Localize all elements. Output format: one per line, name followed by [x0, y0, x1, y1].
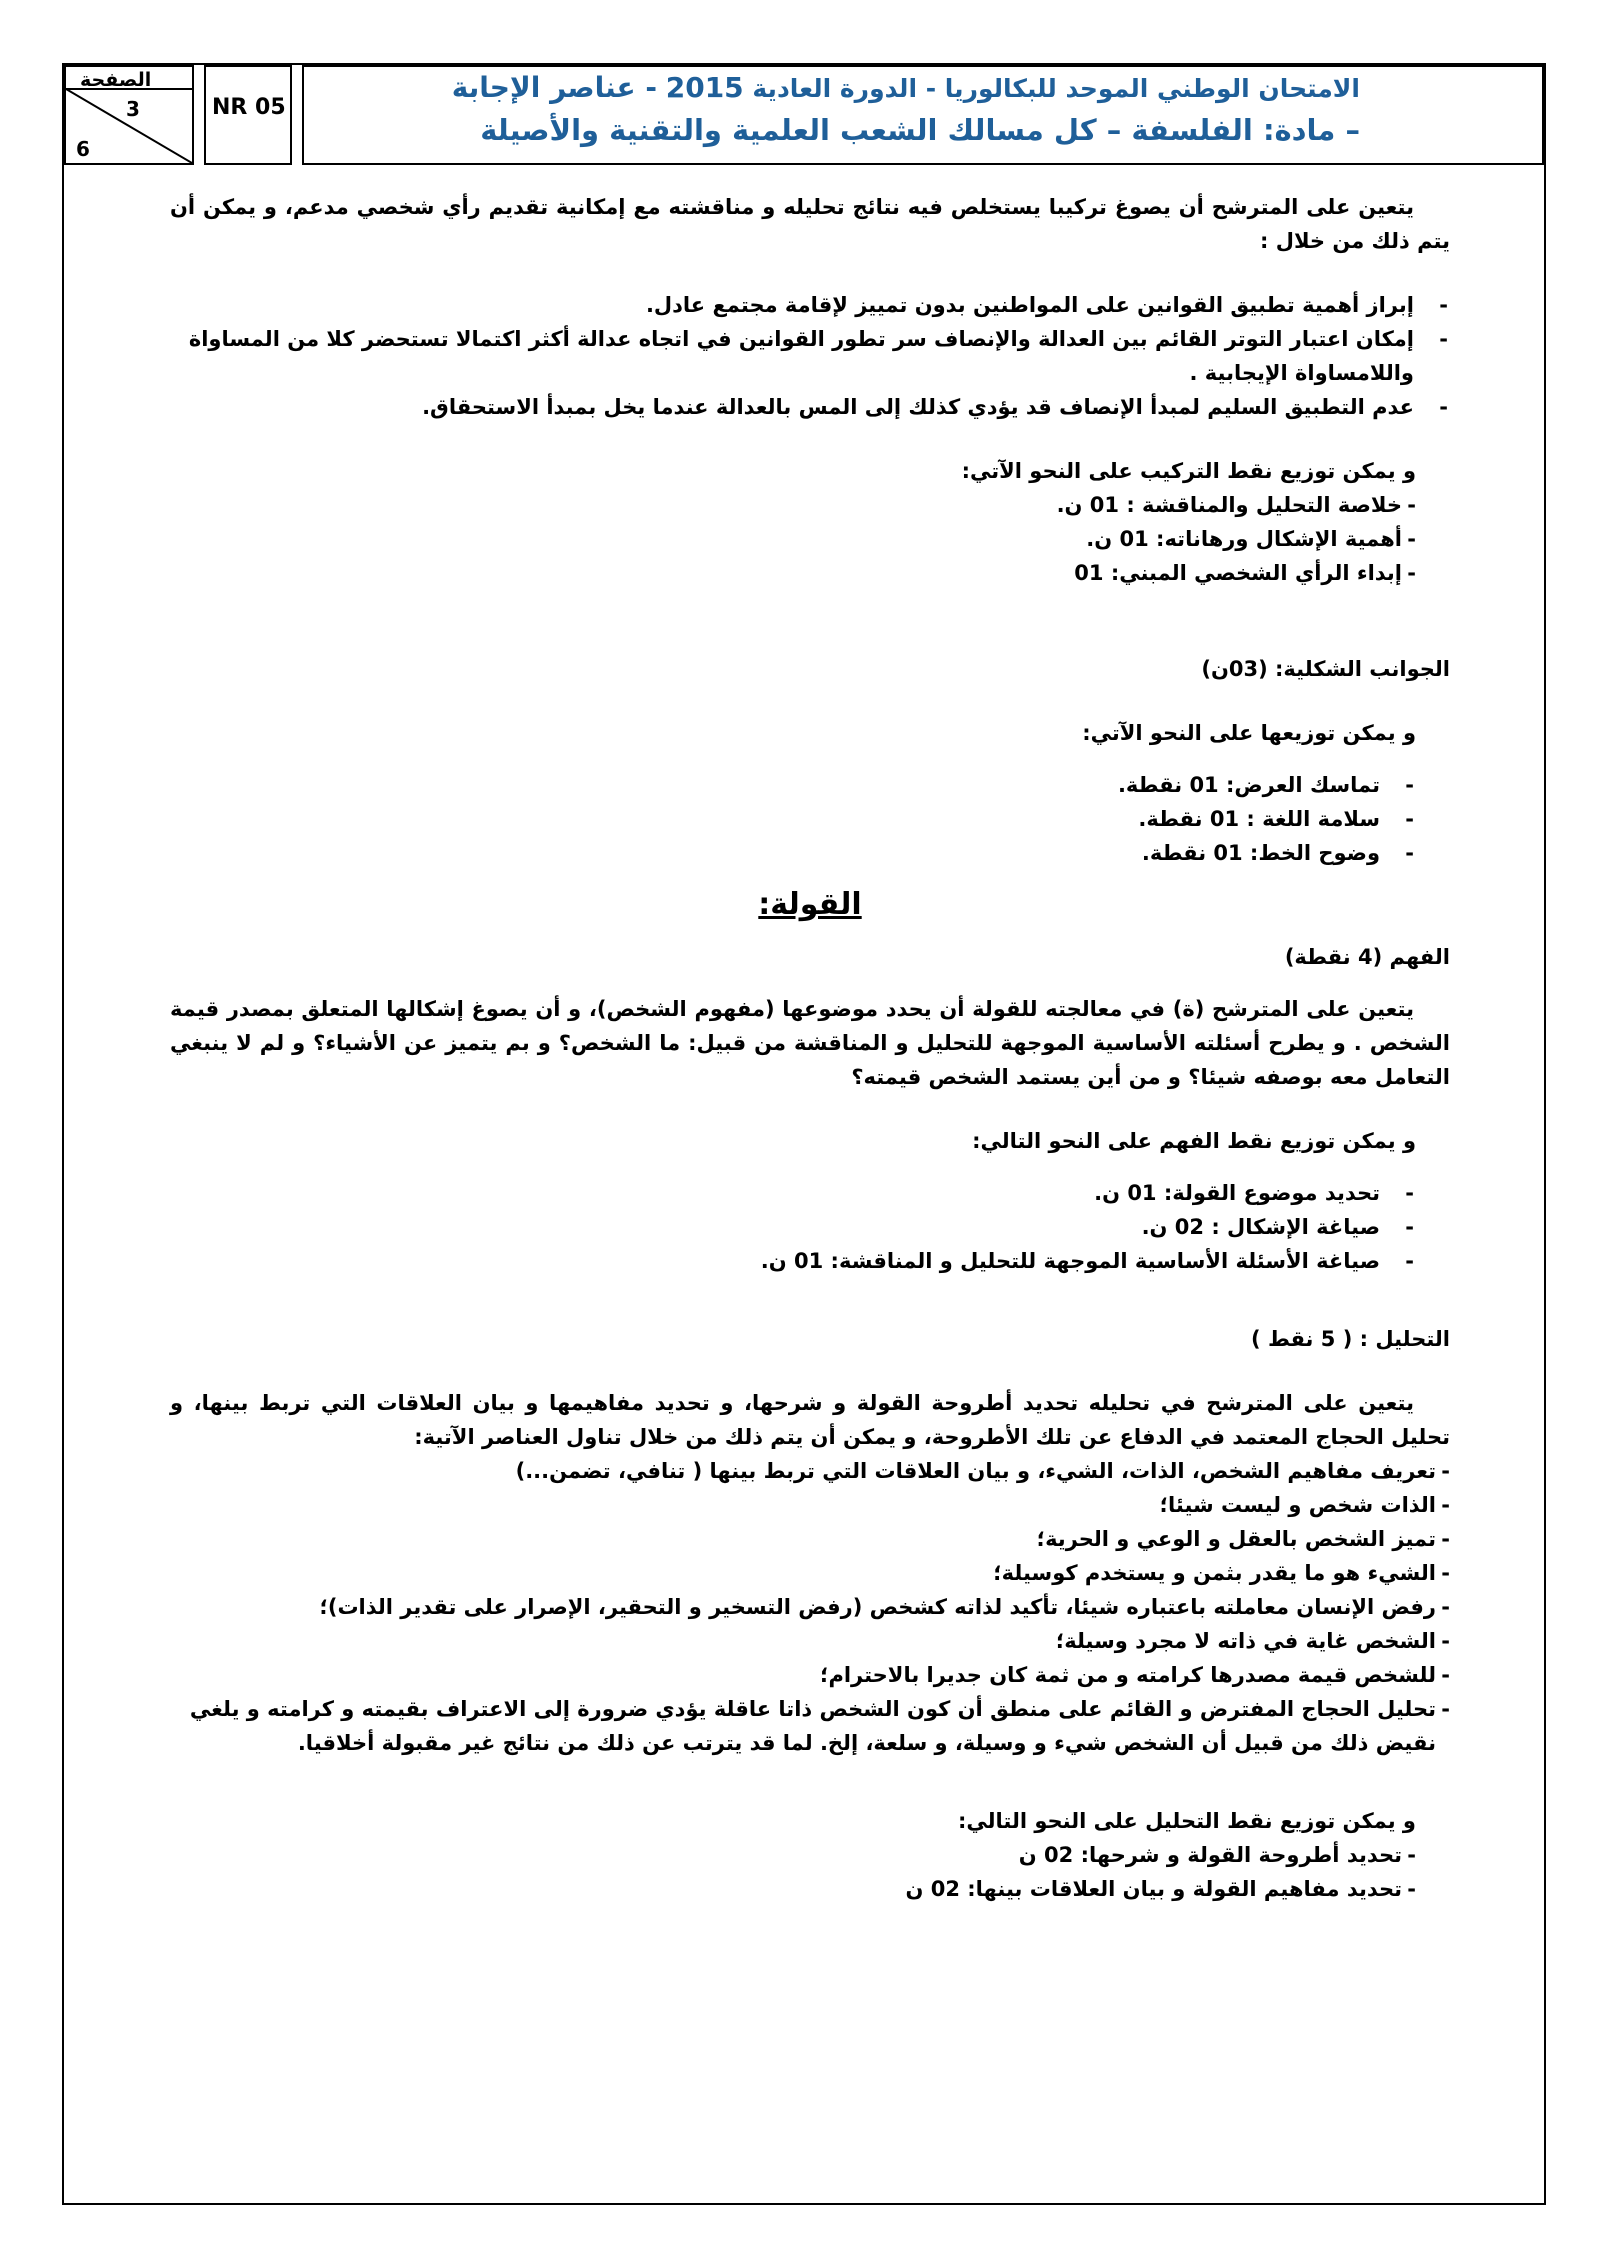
page-number: 3 [126, 97, 140, 121]
list-item: - للشخص قيمة مصدرها كرامته و من ثمة كان جديرا بالاحترام؛ [170, 1658, 1450, 1692]
understanding-text: يتعين على المترشح (ة) في معالجته للقولة أن يحدد موضوعها (مفهوم الشخص)، و أن يصوغ إشكالها المتعلق بمصدر قيمة الشخص . و يطرح أسئلته الأساسية الموجهة للتحليل و المناقشة من قبيل: ما الشخص؟ و بم يتميز عن الأشياء؟ و لم لا ينبغي التعامل معه بوصفه شيئا؟ و من أين يستمد الشخص قيمته؟ [170, 997, 1450, 1089]
list-item: - خلاصة التحليل والمناقشة : 01 ن. [170, 488, 1416, 522]
page-content [170, 190, 1450, 1906]
understanding-heading: الفهم (4 نقطة) [1284, 945, 1450, 969]
understanding-distribution [170, 1176, 1416, 1278]
analysis-points [170, 1454, 1450, 1760]
list-item: - إبداء الرأي الشخصي المبني: 01 [170, 556, 1416, 590]
formal-items [170, 768, 1416, 870]
exam-title-answer-elements: - عناصر الإجابة [451, 71, 658, 104]
analysis-heading: التحليل : ( 5 نقط ) [1251, 1327, 1450, 1351]
list-item: - تميز الشخص بالعقل و الوعي و الحرية؛ [170, 1522, 1450, 1556]
exam-title-year: 2015 [665, 71, 744, 104]
list-item: - صياغة الأسئلة الأساسية الموجهة للتحليل و المناقشة: 01 ن. [170, 1244, 1416, 1278]
list-item: - إبراز أهمية تطبيق القوانين على المواطنين بدون تمييز لإقامة مجتمع عادل. [170, 288, 1450, 322]
exam-title-line1 [452, 71, 1360, 104]
analysis-distribution [170, 1838, 1416, 1906]
list-item: - الذات شخص و ليست شيئا؛ [170, 1488, 1450, 1522]
list-item: - تحديد أطروحة القولة و شرحها: 02 ن [170, 1838, 1416, 1872]
list-item: - تحليل الحجاج المفترض و القائم على منطق أن كون الشخص ذاتا عاقلة يؤدي ضرورة إلى الاعتراف بقيمته و كرامته و يلغي نقيض ذلك من قبيل أن الشخص شيء و وسيلة، و سلعة، إلخ. لما قد يترتب عن ذلك من نتائج غير مقبولة أخلاقيا. [170, 1692, 1450, 1760]
list-item: - تعريف مفاهيم الشخص، الذات، الشيء، و بيان العلاقات التي تربط بينها ( تنافي، تضمن...) [170, 1454, 1450, 1488]
formal-heading: الجوانب الشكلية: (03ن) [1201, 657, 1450, 681]
exam-code: NR 05 [212, 95, 286, 120]
page-number-box [64, 65, 194, 165]
exam-title-box [302, 65, 1544, 165]
analysis-distribution-intro: و يمكن توزيع نقط التحليل على النحو التالي: [957, 1809, 1416, 1833]
list-item: - رفض الإنسان معاملته باعتباره شيئا، تأكيد لذاته كشخص (رفض التسخير و التحقير، الإصرار على تقدير الذات)؛ [170, 1590, 1450, 1624]
exam-code-box [204, 65, 292, 165]
synthesis-distribution [170, 488, 1416, 590]
list-item: - صياغة الإشكال : 02 ن. [170, 1210, 1416, 1244]
formal-intro: و يمكن توزيعها على النحو الآتي: [1082, 721, 1416, 745]
list-item: - تماسك العرض: 01 نقطة. [170, 768, 1416, 802]
list-item: - وضوح الخط: 01 نقطة. [170, 836, 1416, 870]
page-total: 6 [76, 137, 90, 161]
quote-heading: القولة: [758, 887, 862, 922]
synthesis-distribution-intro: و يمكن توزيع نقط التركيب على النحو الآتي: [961, 459, 1416, 483]
exam-title-line2: – مادة: الفلسفة – كل مسالك الشعب العلمية والتقنية والأصيلة [480, 113, 1360, 147]
synthesis-intro: يتعين على المترشح أن يصوغ تركيبا يستخلص فيه نتائج تحليله و مناقشته مع إمكانية تقديم رأي شخصي مدعم، و يمكن أن يتم ذلك من خلال : [170, 195, 1450, 253]
exam-title-session: الامتحان الوطني الموحد للبكالوريا - الدورة العادية [752, 74, 1360, 103]
synthesis-points [170, 288, 1450, 424]
analysis-text: يتعين على المترشح في تحليله تحديد أطروحة القولة و شرحها، و تحديد مفاهيمها و بيان العلاقات التي تربط بينها، و تحليل الحجاج المعتمد في الدفاع عن تلك الأطروحة، و يمكن أن يتم ذلك من خلال تناول العناصر الآتية: [170, 1391, 1450, 1449]
list-item: - تحديد مفاهيم القولة و بيان العلاقات بينها: 02 ن [170, 1872, 1416, 1906]
list-item: - الشخص غاية في ذاته لا مجرد وسيلة؛ [170, 1624, 1450, 1658]
list-item: - عدم التطبيق السليم لمبدأ الإنصاف قد يؤدي كذلك إلى المس بالعدالة عندما يخل بمبدأ الاستحقاق. [170, 390, 1450, 424]
list-item: - تحديد موضوع القولة: 01 ن. [170, 1176, 1416, 1210]
list-item: - إمكان اعتبار التوتر القائم بين العدالة والإنصاف سر تطور القوانين في اتجاه عدالة أكثر اكتمالا تستحضر كلا من المساواة واللامساواة الإيجابية . [170, 322, 1450, 390]
exam-header [64, 65, 1544, 165]
list-item: - سلامة اللغة : 01 نقطة. [170, 802, 1416, 836]
understanding-distribution-intro: و يمكن توزيع نقط الفهم على النحو التالي: [972, 1129, 1416, 1153]
page-label: الصفحة [80, 69, 152, 91]
list-item: - أهمية الإشكال ورهاناته: 01 ن. [170, 522, 1416, 556]
list-item: - الشيء هو ما يقدر بثمن و يستخدم كوسيلة؛ [170, 1556, 1450, 1590]
